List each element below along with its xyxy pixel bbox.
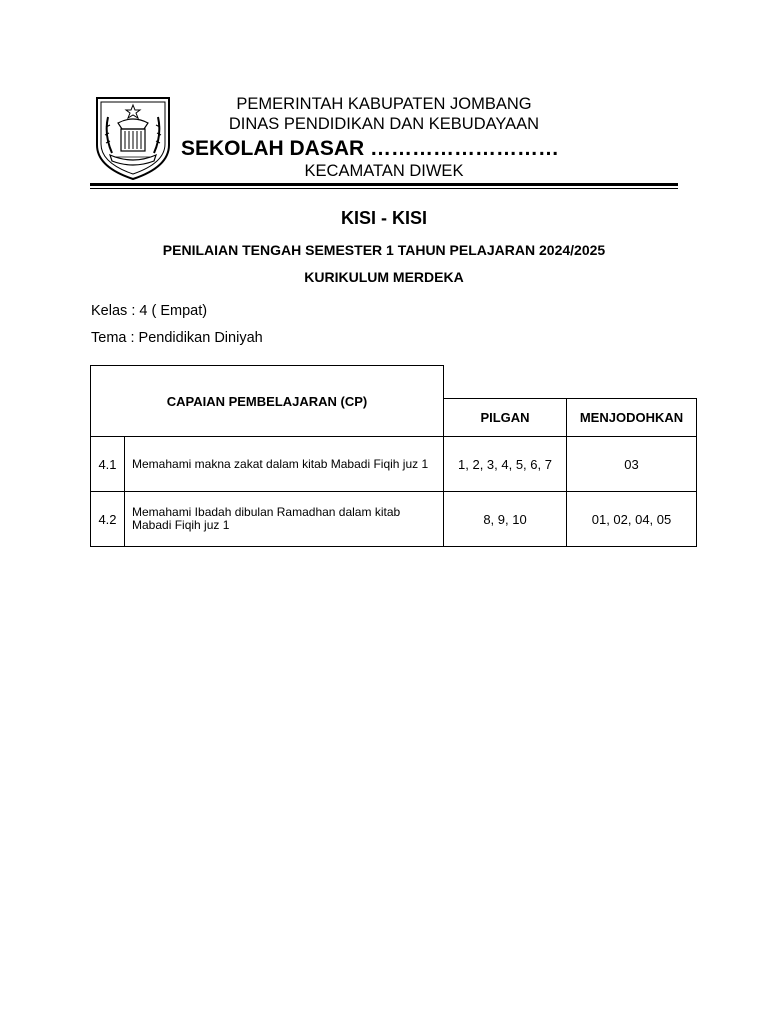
letterhead-district: KECAMATAN DIWEK	[304, 162, 464, 180]
meta-kelas	[91, 302, 207, 320]
row-2-cp: Memahami Ibadah dibulan Ramadhan dalam kitab Mabadi Fiqih juz 1	[124, 491, 444, 547]
row-2-menjodohkan: 01, 02, 04, 05	[566, 491, 697, 547]
meta-tema	[91, 329, 263, 347]
header-menjodohkan: MENJODOHKAN	[566, 398, 697, 437]
document-title: KISI - KISI	[340, 208, 427, 228]
header-pilgan: PILGAN	[443, 398, 567, 437]
letterhead-department: DINAS PENDIDIKAN DAN KEBUDAYAAN	[228, 115, 540, 133]
document-subtitle-curriculum: KURIKULUM MERDEKA	[304, 269, 464, 285]
document-subtitle-assessment: PENILAIAN TENGAH SEMESTER 1 TAHUN PELAJARAN 2024/2025	[162, 242, 606, 258]
tema-label: Tema	[91, 330, 127, 346]
kelas-label: Kelas	[91, 303, 128, 319]
row-1-pilgan: 1, 2, 3, 4, 5, 6, 7	[443, 436, 567, 492]
row-1-number: 4.1	[90, 436, 125, 492]
kelas-value: : 4 ( Empat)	[131, 303, 208, 319]
row-2-pilgan: 8, 9, 10	[443, 491, 567, 547]
letterhead-school: SEKOLAH DASAR ………………………	[181, 137, 560, 160]
row-2-number: 4.2	[90, 491, 125, 547]
regency-emblem-logo	[94, 95, 172, 181]
row-1-cp: Memahami makna zakat dalam kitab Mabadi Fiqih juz 1	[124, 436, 444, 492]
letterhead-government: PEMERINTAH KABUPATEN JOMBANG	[236, 95, 532, 113]
letterhead-rule-thick	[90, 183, 678, 186]
letterhead-rule-thin	[90, 188, 678, 189]
row-1-menjodohkan: 03	[566, 436, 697, 492]
header-cp: CAPAIAN PEMBELAJARAN (CP)	[90, 365, 444, 437]
tema-value: : Pendidikan Diniyah	[130, 330, 263, 346]
